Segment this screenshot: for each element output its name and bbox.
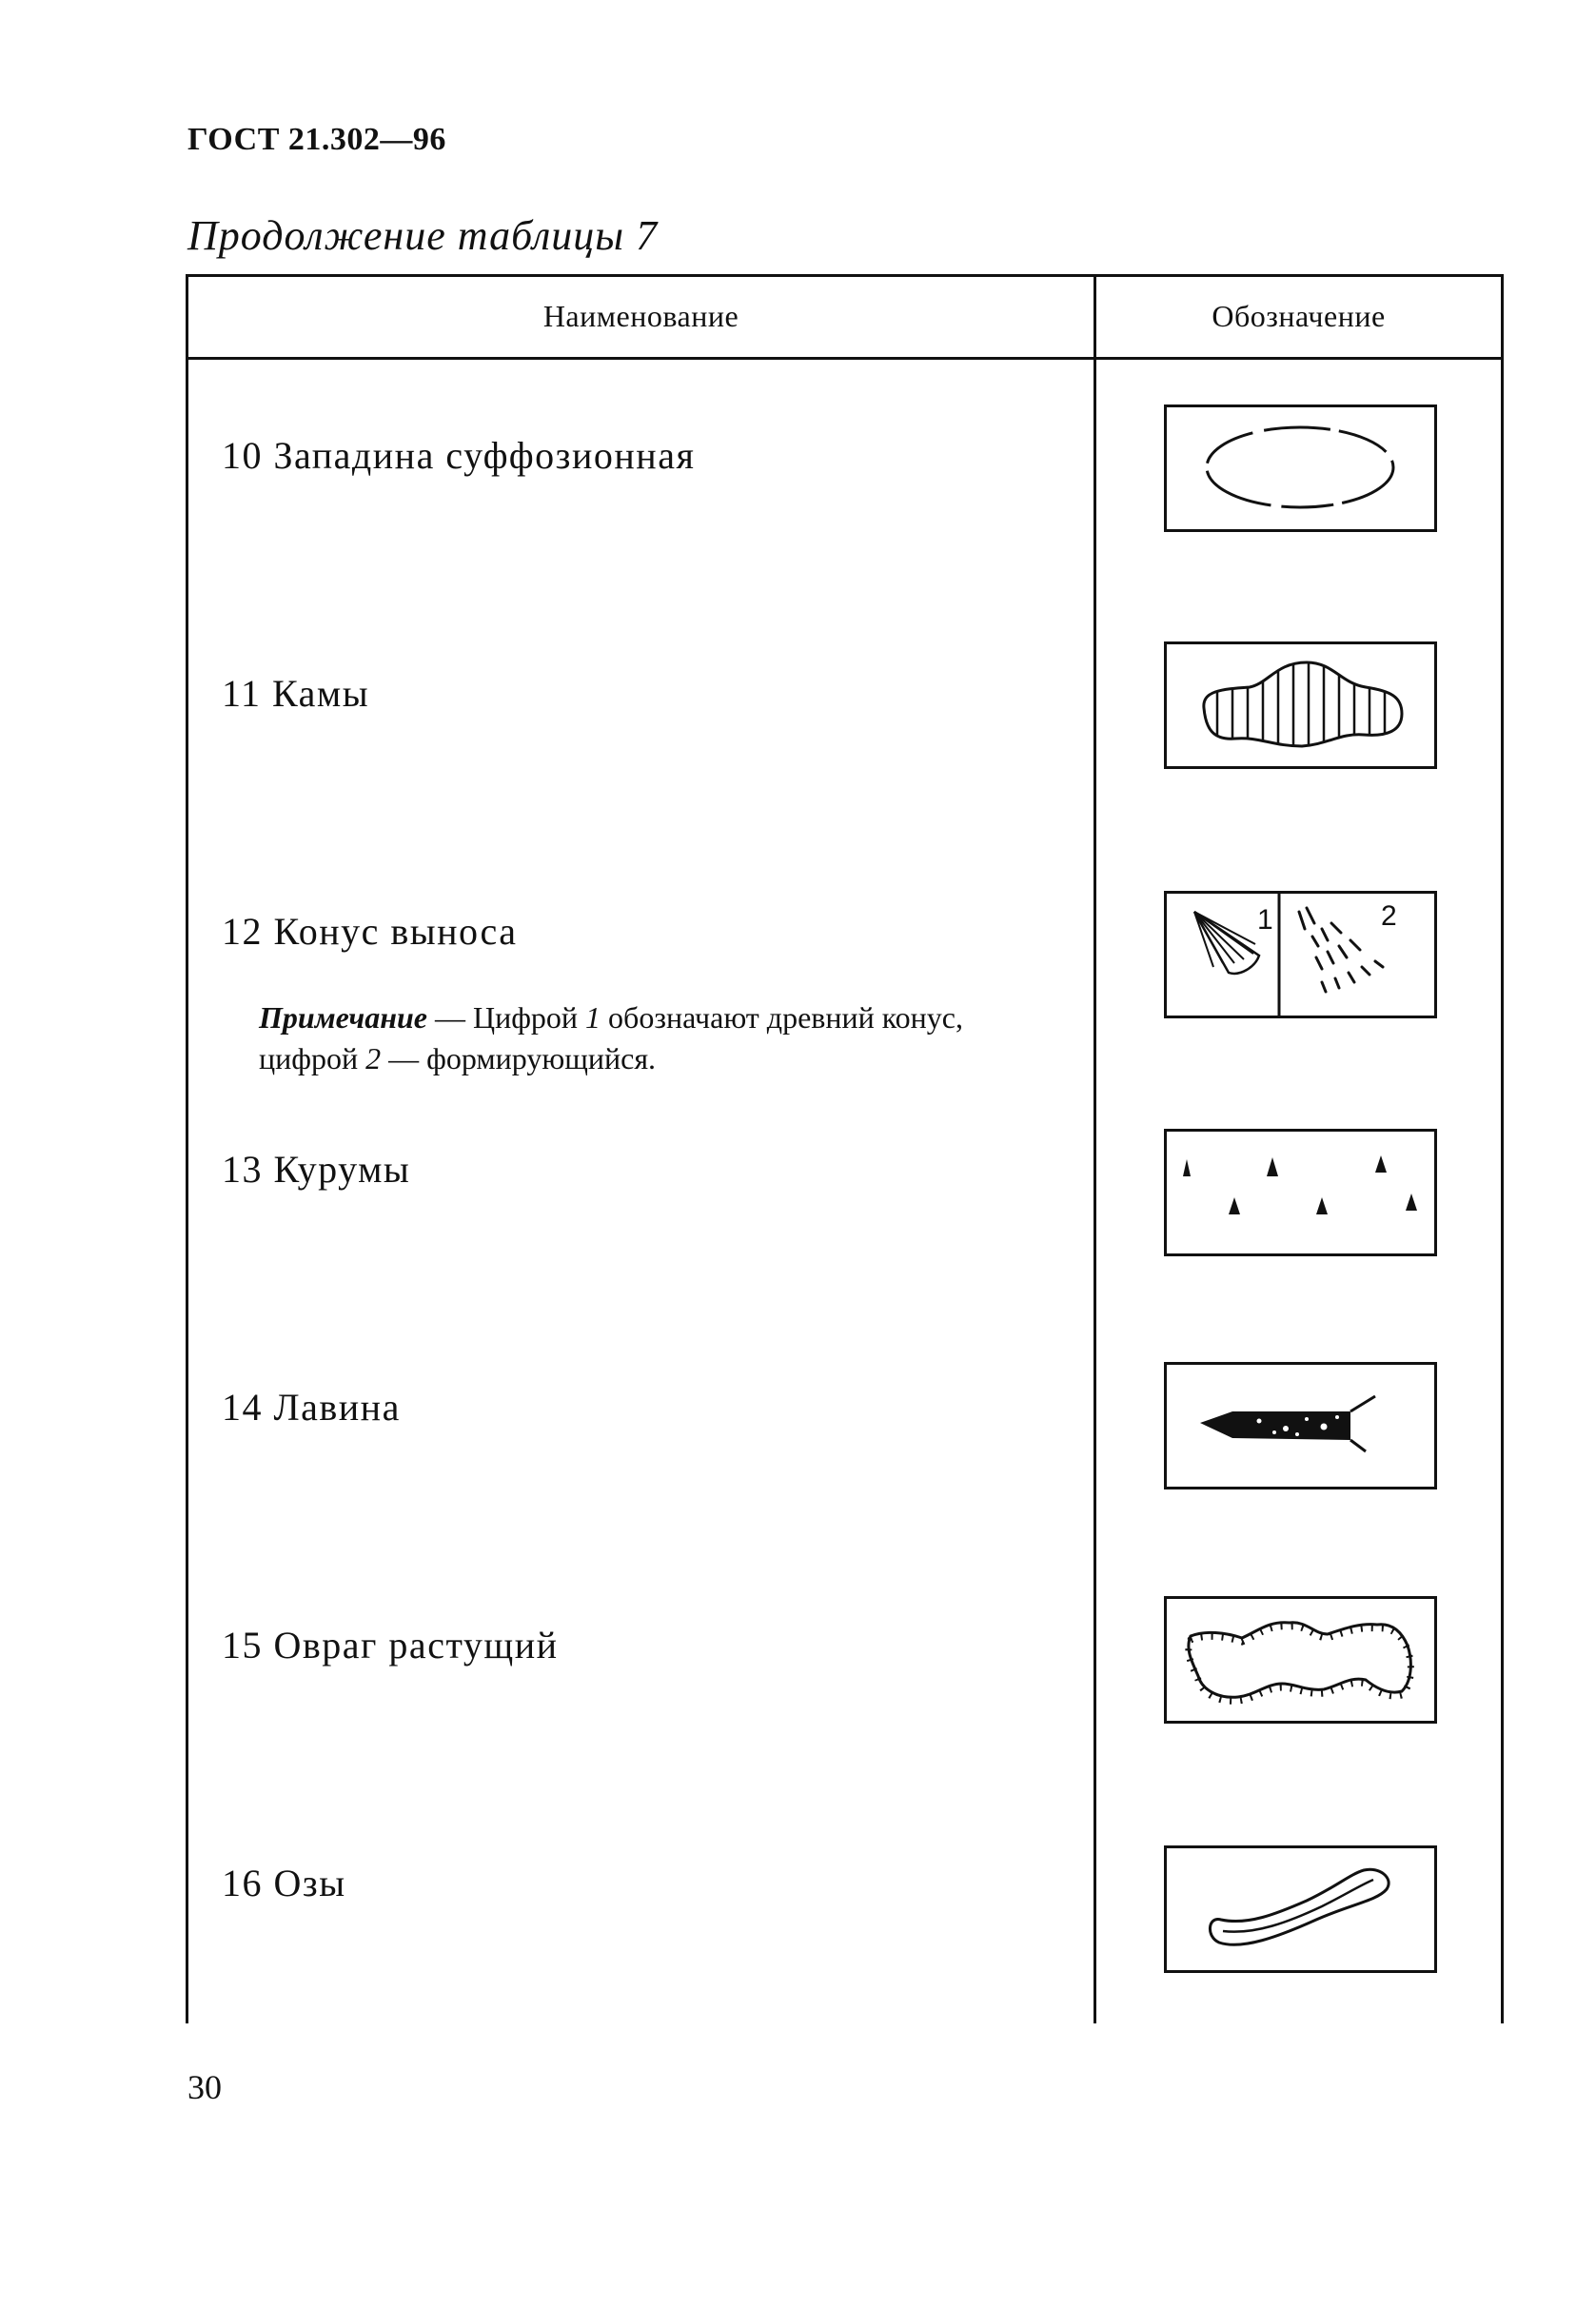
row-13-name: 13 Курумы [222,1148,411,1191]
table-right-border [1501,274,1504,2023]
row-11-name: 11 Камы [222,672,370,715]
alluvial-fan-icon [1164,891,1437,1018]
eskers-icon [1164,1845,1437,1973]
row-14-name: 14 Лавина [222,1386,401,1429]
suffosion-depression-icon [1164,404,1437,532]
row-12-name: 12 Конус выноса [222,910,518,953]
note-dash1: — Цифрой [426,1000,586,1035]
growing-ravine-icon [1164,1596,1437,1724]
note [259,997,1115,1079]
row-15-name: 15 Овраг растущий [222,1624,559,1667]
note-digit1: 1 [585,1000,601,1035]
note-digit2: 2 [365,1041,382,1075]
avalanche-icon [1164,1362,1437,1489]
header-symbol: Обозначение [1212,298,1386,333]
note-label: Примечание [259,1000,427,1035]
table-column-divider [1094,274,1096,2023]
fan-label-2: 2 [1381,900,1397,932]
table-left-border [186,274,188,2023]
document-code: ГОСТ 21.302—96 [187,122,446,157]
note-text1: обозначают древний конус, [601,1000,963,1035]
header-name: Наименование [542,298,739,333]
page-number: 30 [187,2068,222,2106]
row-10-name: 10 Западина суффозионная [222,434,696,477]
kurums-icon [1164,1129,1437,1256]
kames-icon [1164,641,1437,769]
row-16-name: 16 Озы [222,1862,346,1904]
note-dash2: — формирующийся. [381,1041,657,1075]
fan-label-1: 1 [1257,904,1273,936]
note-text2: цифрой [259,1041,366,1075]
table-caption: Продолжение таблицы 7 [187,212,659,259]
